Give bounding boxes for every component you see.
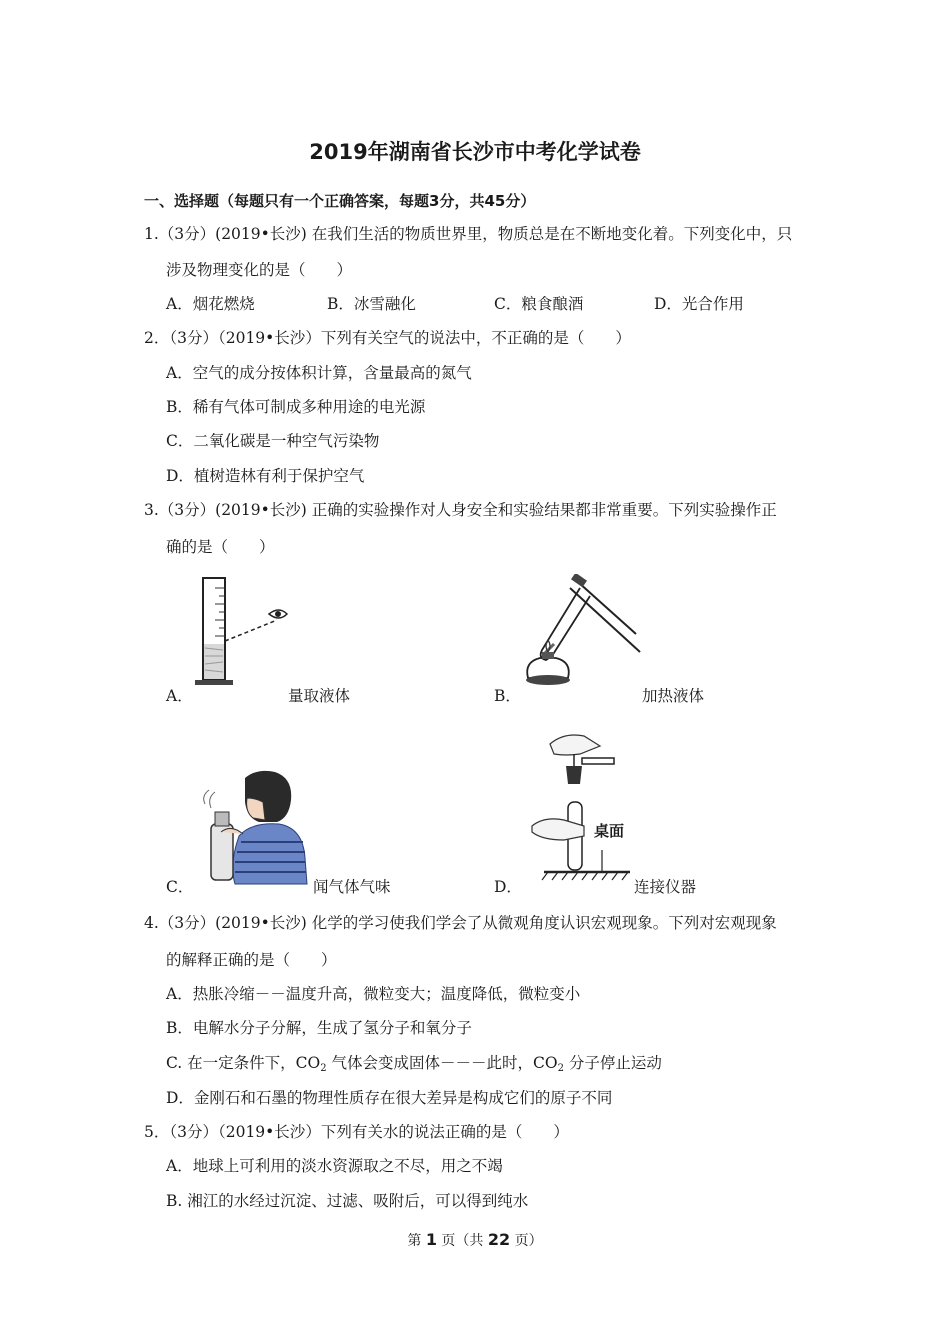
question-5-stem: 5．（3分）（2019•长沙）下列有关水的说法正确的是（ ） <box>144 1123 569 1141</box>
connecting-apparatus-figure <box>530 732 640 884</box>
q1-option-c: C．粮食酿酒 <box>494 295 584 313</box>
q5-option-a: A．地球上可利用的淡水资源取之不尽，用之不竭 <box>166 1157 503 1175</box>
q5-option-b: B. 湘江的水经过沉淀、过滤、吸附后，可以得到纯水 <box>166 1192 529 1210</box>
section-heading: 一、选择题（每题只有一个正确答案，每题3分，共45分） <box>144 192 536 210</box>
table-label: 桌面 <box>594 822 625 840</box>
q2-option-d: D．植树造林有利于保护空气 <box>166 467 365 485</box>
q4-option-b: B．电解水分子分解，生成了氢分子和氧分子 <box>166 1019 472 1037</box>
q2-option-b: B．稀有气体可制成多种用途的电光源 <box>166 398 426 416</box>
q3-option-c-label: C． <box>166 878 194 896</box>
q4-option-a: A．热胀冷缩－－温度升高，微粒变大；温度降低，微粒变小 <box>166 985 581 1003</box>
q3-option-a-caption: 量取液体 <box>288 687 351 705</box>
q3-option-d-caption: 连接仪器 <box>634 878 697 896</box>
q2-option-a: A．空气的成分按体积计算，含量最高的氮气 <box>166 364 472 382</box>
question-3-stem: 3.（3分）(2019•长沙) 正确的实验操作对人身安全和实验结果都非常重要。下列实验操作正 <box>144 501 777 519</box>
q3-option-a-label: A． <box>166 687 193 705</box>
page-total: 22 <box>487 1230 511 1249</box>
q4-option-c: C. 在一定条件下，$CO_2$ 气体会变成固体－－－此时，$CO_2$ 分子停止运动 <box>166 1054 662 1074</box>
smelling-gas-figure <box>195 768 315 886</box>
graduated-cylinder-figure <box>195 576 295 688</box>
q3-option-b-caption: 加热液体 <box>642 687 705 705</box>
question-3-stem-cont: 确的是（ ） <box>166 538 275 556</box>
q4-option-d: D．金刚石和石墨的物理性质存在很大差异是构成它们的原子不同 <box>166 1089 613 1107</box>
q3-option-b-label: B． <box>494 687 521 705</box>
q1-option-d: D．光合作用 <box>654 295 744 313</box>
heating-liquid-figure <box>518 574 643 690</box>
question-4-stem: 4.（3分）(2019•长沙) 化学的学习使我们学会了从微观角度认识宏观现象。下列对宏观现象 <box>144 914 777 932</box>
page-title: 2019年湖南省长沙市中考化学试卷 <box>309 140 641 164</box>
q1-option-a: A．烟花燃烧 <box>166 295 255 313</box>
question-4-stem-cont: 的解释正确的是（ ） <box>166 951 337 969</box>
page-number: 1 <box>425 1230 437 1249</box>
q1-option-b: B．冰雪融化 <box>327 295 416 313</box>
q3-option-c-caption: 闻气体气味 <box>313 878 391 896</box>
page-footer: 第 1 页（共 22 页） <box>407 1230 543 1249</box>
q2-option-c: C．二氧化碳是一种空气污染物 <box>166 432 380 450</box>
q3-option-d-label: D． <box>494 878 522 896</box>
question-2-stem: 2．（3分）（2019•长沙）下列有关空气的说法中，不正确的是（ ） <box>144 329 631 347</box>
question-1-stem-cont: 涉及物理变化的是（ ） <box>166 261 353 279</box>
question-1-stem: 1.（3分）(2019•长沙) 在我们生活的物质世界里，物质总是在不断地变化着。下列变化中，只 <box>144 225 793 243</box>
